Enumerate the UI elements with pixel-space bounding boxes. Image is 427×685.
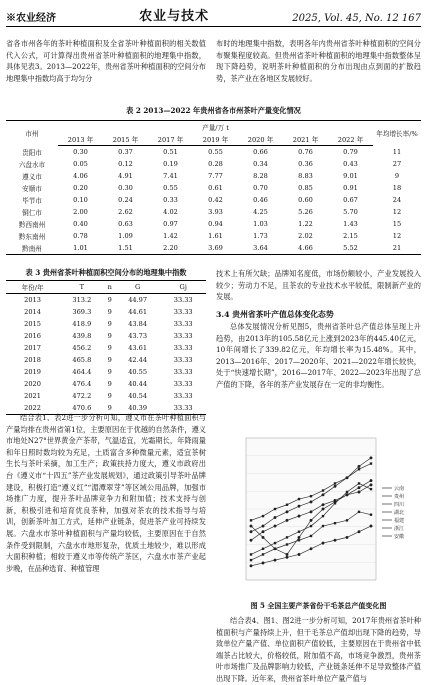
table-row (6, 330, 206, 342)
table-cell: 439.8 (72, 332, 92, 340)
table-cell: 4.91 (118, 172, 133, 180)
t3-header: T (59, 281, 105, 294)
data-point (262, 562, 265, 565)
table-cell: 0.30 (118, 184, 133, 192)
table-cell: 3.64 (238, 242, 283, 255)
table-cell: 0.66 (253, 148, 268, 156)
t2-year-header: 2020 年 (238, 133, 283, 146)
t3-header: n (105, 281, 115, 294)
table-cell: 5.52 (328, 242, 373, 255)
table-cell: 33.33 (173, 380, 193, 388)
data-point (334, 502, 336, 504)
table-cell: 5.70 (343, 208, 358, 216)
table-cell: 472.2 (72, 392, 92, 400)
table-cell: 1.01 (58, 242, 103, 255)
table-cell: 0.43 (343, 160, 358, 168)
table-cell: 0.05 (73, 160, 88, 168)
table-row (6, 218, 421, 230)
data-point (334, 499, 337, 502)
table-row (6, 342, 206, 354)
data-point (298, 515, 301, 518)
table-cell: 黔西南州 (18, 221, 46, 229)
table-cell: 2020 (24, 380, 41, 388)
table-cell: 贵阳市 (22, 148, 42, 157)
table-cell: 465.8 (72, 356, 92, 364)
data-point (358, 482, 360, 484)
table3 (6, 280, 206, 415)
data-point (262, 553, 264, 555)
data-point (370, 525, 373, 528)
table-cell: 40.55 (128, 368, 148, 376)
data-point (334, 482, 336, 484)
data-point (322, 525, 324, 527)
data-point (310, 525, 312, 527)
table-cell: 42.44 (128, 356, 148, 364)
table-cell: 0.91 (343, 184, 358, 192)
table-cell: 安顺市 (22, 185, 42, 193)
table-cell: 456.2 (72, 344, 92, 352)
table-cell: 9 (107, 368, 112, 376)
t2-year-header: 2013 年 (58, 133, 103, 146)
table-cell: 0.94 (208, 220, 223, 228)
data-point (286, 553, 289, 556)
table-cell: 33.33 (173, 332, 193, 340)
legend-label: 云南 (394, 485, 405, 492)
table-cell: 15 (392, 220, 402, 228)
body-text-top-left: 省各市州各年的茶叶种植面积及全省茶叶种植面积的相关数值代入公式，可计算得出贵州省茶叶种植面积的地理集中指数，具体见表3。2013—2022年，贵州省茶叶种植面积的空间分布地理集中指数均高于均匀分 (6, 39, 206, 83)
data-point (250, 539, 253, 542)
table-row (6, 206, 421, 218)
data-point (286, 556, 289, 559)
table-cell: 1.51 (103, 242, 148, 255)
data-point (262, 525, 265, 528)
table-cell: 7.77 (208, 172, 223, 180)
table-cell: 33.33 (173, 344, 193, 352)
table-row (6, 294, 206, 307)
running-header (6, 4, 421, 27)
table-row (6, 318, 206, 330)
table-cell: 9 (107, 356, 112, 364)
body-text-right-section: 总体发展情况分析见图5，贵州省茶叶总产值总体呈现上升趋势，由2013年的105.58亿元上涨到2023年的445.40亿元，10年间增长了339.82亿元，年均增长率为15.48%。其中，2013—2016年、2017—2020年、2021—2022年增长较快，处于“快速增长期”，2016—2017年、2022—2023年出现了总产值的下降，各年的茶产业发展存在一定的非均衡性。 (216, 322, 421, 389)
issue-info: 2025, Vol. 45, No. 12 167 (292, 13, 421, 24)
table2-title: 表 2 2013—2022 年贵州省各市州茶叶产量变化情况 (126, 106, 301, 115)
table-cell: 9 (394, 172, 400, 180)
table-cell: 2.15 (343, 232, 358, 240)
table-cell: 0.79 (343, 148, 358, 156)
data-point (274, 516, 277, 519)
data-point (298, 498, 300, 500)
table2 (6, 120, 421, 255)
table-cell: 33.33 (173, 296, 193, 304)
table-cell: 9 (107, 380, 112, 388)
table-cell: 33.33 (173, 392, 193, 400)
data-point (286, 504, 288, 506)
data-point (298, 539, 300, 541)
data-point (346, 536, 349, 539)
body-text-bottom-left: 结合表1、表2进一步分析可知，遵义市在茶叶种植面积与产量均排在贵州省第1位，主要原因在于优越的自然条件，遵义市地处N27°世界黄金产茶带，气温适宜，光霜期长，年降雨量和年日照时数均较为充足，土质富含多种微量元素，适宜茶树生长与茶叶采摘，加工生产；政策扶持力度大，遵义市政府出台《遵义市“十四五”茶产业发展规划》，通过政策引导茶叶品牌建设，积极打造“遵义红”“湄潭翠芽”等区域公用品牌，加强市场推广力度，提升茶叶品牌竞争力和附加值；技术支持与创新，积极引进和培育优良茶种，加强对茶农的技术指导与培训，创新茶叶加工方式，延伸产业链条，促进茶产业可持续发展。六盘水市茶叶种植面积与产量均较低，主要原因在于自然条件受到限制，六盘水市地形复杂，优质土地较少，难以形成大面积种植；相较于遵义市等传统产茶区，六盘水市茶产业起步晚，在品种选育、种植管理 (6, 413, 206, 573)
legend-label: 四川 (394, 501, 405, 508)
data-point (310, 519, 313, 522)
data-point (310, 535, 312, 537)
data-point (262, 530, 265, 533)
table-cell: 9 (107, 344, 112, 352)
table-cell: 2022 (6, 402, 59, 415)
table-cell: 1.43 (343, 220, 358, 228)
table-cell: 铜仁市 (22, 209, 42, 217)
data-point (370, 457, 373, 460)
table-cell: 0.60 (298, 196, 313, 204)
table-cell: 476.4 (72, 380, 92, 388)
legend-label: 安徽 (394, 533, 405, 540)
data-point (370, 479, 373, 482)
table-cell: 六盘水市 (18, 161, 46, 169)
data-point (250, 559, 252, 561)
table-cell: 7.41 (163, 172, 178, 180)
table-cell: 0.67 (343, 196, 358, 204)
table-row (6, 354, 206, 366)
body-text-top-right: 布时的地理集中指数，表明各年内贵州省茶叶种植面积的空间分布聚集程度较高。但贵州省茶叶种植面积的地理集中指数整体呈现下降趋势，说明茶叶种植面积的分布出现由点到面的扩散趋势，茶产业在各地区发展较好。 (216, 39, 421, 83)
table-cell: 2.62 (118, 208, 133, 216)
legend-label: 湖北 (394, 509, 405, 516)
t2-year-header: 2017 年 (148, 133, 193, 146)
data-point (250, 565, 253, 568)
table-cell: 2021 (24, 392, 41, 400)
table-row (6, 390, 206, 402)
table-cell: 2019 (24, 368, 41, 376)
table-cell: 遵义市 (22, 173, 42, 181)
legend-label: 福建 (394, 517, 405, 524)
table-cell: 0.42 (208, 196, 223, 204)
line-chart (216, 430, 421, 598)
table-cell: 2016 (24, 332, 41, 340)
table-row (6, 242, 421, 255)
data-point (286, 519, 289, 522)
data-point (298, 531, 300, 533)
table-cell: 0.46 (253, 196, 268, 204)
data-point (298, 536, 301, 539)
table-cell: 2013 (24, 296, 41, 304)
data-point (358, 468, 360, 470)
body-text-right-mid: 技术上有所欠缺；品牌知名度低，市场份额较小，产业发展投入较少；劳动力不足，且茶农的专业技术水平较低，限制新产业的发展。 (216, 269, 421, 302)
table-cell: 2014 (24, 308, 41, 316)
data-point (250, 525, 253, 528)
t2-col-city: 市州 (6, 121, 58, 146)
data-point (334, 539, 337, 542)
t2-year-header: 2019 年 (193, 133, 238, 146)
table-cell: 40.39 (115, 402, 161, 415)
table-cell: 11 (392, 147, 402, 156)
table-row (6, 230, 421, 242)
table-cell: 313.2 (72, 296, 92, 304)
table-cell: 1.61 (208, 232, 223, 240)
table-cell: 2.20 (148, 242, 193, 255)
data-point (370, 484, 373, 487)
data-point (322, 489, 324, 491)
t3-header: Gj (160, 281, 206, 294)
data-point (262, 515, 264, 517)
data-point (250, 519, 252, 521)
table-cell: 0.40 (73, 220, 88, 228)
table-cell: 0.37 (118, 148, 133, 156)
t3-header: G (115, 281, 161, 294)
legend-label: 贵州 (394, 493, 405, 500)
table-cell: 0.10 (73, 196, 88, 204)
table3-title: 表 3 贵州省茶叶种植面积空间分布的地理集中指数 (25, 268, 187, 277)
table-row (6, 182, 421, 194)
table-cell: 0.34 (253, 160, 268, 168)
table-cell: 9.01 (343, 172, 358, 180)
table-cell: 0.63 (118, 220, 133, 228)
data-point (322, 508, 325, 511)
table-cell: 9 (107, 296, 112, 304)
data-point (370, 513, 372, 515)
t2-year-header: 2015 年 (103, 133, 148, 146)
header-section: ※农业经济 (6, 13, 56, 24)
data-point (358, 511, 360, 513)
table-cell: 4.06 (73, 172, 88, 180)
data-point (358, 530, 361, 533)
data-point (322, 542, 325, 545)
table-cell: 3.93 (208, 208, 223, 216)
table-cell: 0.78 (73, 232, 88, 240)
table-cell: 5.26 (298, 208, 313, 216)
table-cell: 2015 (24, 320, 41, 328)
table-cell: 0.36 (298, 160, 313, 168)
table-cell: 0.19 (163, 160, 178, 168)
table-row (6, 170, 421, 182)
data-point (346, 494, 349, 497)
table-cell: 40.54 (128, 392, 148, 400)
table-row (6, 146, 421, 159)
table-cell: 8.28 (253, 172, 268, 180)
table-cell: 1.03 (253, 220, 268, 228)
data-point (286, 536, 288, 538)
data-point (346, 519, 348, 521)
table-cell: 24 (392, 196, 402, 204)
body-text-bottom-right: 结合表4、图1、图2进一步分析可知，2017年贵州省茶叶种植面积与产量持续上升，但干毛茶总产值却出现下降的趋势，导致单位产量产值、单位面积产值较低，主要原因在于贵州省中低端茶占比较大，价格较低，附加值不高，市场竞争激烈，贵州茶叶市场推广及品牌影响力较低，产业链条延伸不足导致整体产值出现下降。近年来，贵州省茶叶单位产量产值与 (216, 616, 421, 683)
data-point (358, 486, 361, 489)
data-point (346, 477, 348, 479)
data-point (334, 485, 337, 488)
table-cell: 4.25 (253, 208, 268, 216)
data-point (310, 501, 313, 504)
table-cell: 2.02 (298, 232, 313, 240)
table-cell: 418.9 (72, 320, 92, 328)
table-cell: 4.02 (163, 208, 178, 216)
table-cell: 43.84 (128, 320, 148, 328)
t3-header: 年份/年 (6, 281, 59, 294)
table-cell: 0.28 (208, 160, 223, 168)
table-cell: 27 (392, 160, 402, 168)
table-cell: 0.30 (73, 148, 88, 156)
table-cell: 1.22 (298, 220, 313, 228)
figure-5 (216, 430, 421, 598)
data-point (310, 495, 312, 497)
data-point (262, 548, 264, 550)
data-point (370, 488, 372, 490)
table-cell: 40.44 (128, 380, 148, 388)
data-point (310, 511, 313, 514)
table-cell: 2017 (24, 344, 41, 352)
table-row (6, 366, 206, 378)
table-row (6, 194, 421, 206)
data-point (286, 543, 288, 545)
table-cell: 0.76 (298, 148, 313, 156)
table-cell: 1.42 (163, 232, 178, 240)
journal-title: 农业与技术 (139, 9, 210, 24)
table-cell: 黔东南州 (18, 233, 46, 241)
table-cell: 12 (392, 208, 402, 216)
data-point (298, 505, 301, 508)
table-cell: 33.33 (173, 308, 193, 316)
table-cell: 470.6 (59, 402, 105, 415)
data-point (274, 508, 276, 510)
data-point (322, 515, 324, 517)
data-point (250, 530, 253, 533)
table-cell: 0.85 (298, 184, 313, 192)
data-point (286, 511, 289, 514)
table-cell: 369.3 (72, 308, 92, 316)
table-cell: 0.55 (163, 184, 178, 192)
data-point (274, 525, 277, 528)
table-row (6, 158, 421, 170)
legend-label: 浙江 (394, 525, 405, 532)
table-cell: 44.61 (128, 308, 148, 316)
table-cell: 9 (107, 332, 112, 340)
table-cell: 43.73 (128, 332, 148, 340)
table-row (6, 378, 206, 390)
table-cell: 毕节市 (22, 197, 42, 205)
table-cell: 33.33 (160, 402, 206, 415)
table-cell: 8.83 (298, 172, 313, 180)
data-point (262, 536, 265, 539)
figure-caption: 图 5 全国主要产茶省份干毛茶总产值变化图 (250, 601, 387, 610)
table-cell: 44.97 (128, 296, 148, 304)
table-cell: 9 (107, 320, 112, 328)
data-point (334, 522, 336, 524)
table-cell: 0.33 (163, 196, 178, 204)
data-point (346, 491, 348, 493)
data-point (322, 503, 325, 506)
t2-year-header: 2021 年 (283, 133, 328, 146)
data-point (310, 547, 313, 550)
table-cell: 2.00 (73, 208, 88, 216)
data-point (358, 491, 361, 494)
table-row (6, 306, 206, 318)
table-cell: 0.61 (208, 184, 223, 192)
table-cell: 33.33 (173, 320, 193, 328)
table-cell: 464.4 (72, 368, 92, 376)
table-cell: 0.51 (163, 148, 178, 156)
table-cell: 0.97 (163, 220, 178, 228)
table-cell: 0.70 (253, 184, 268, 192)
table-cell: 33.33 (173, 356, 193, 364)
data-point (298, 553, 301, 556)
data-point (274, 542, 276, 544)
table-cell: 2018 (24, 356, 41, 364)
table-cell: 0.24 (118, 196, 133, 204)
data-point (274, 548, 276, 550)
table-cell: 3.69 (193, 242, 238, 255)
data-point (322, 494, 325, 497)
table-cell: 1.09 (118, 232, 133, 240)
table-cell: 43.61 (128, 344, 148, 352)
table-cell: 0.12 (118, 160, 133, 168)
table-cell: 21 (373, 242, 421, 255)
table-cell: 9 (105, 402, 115, 415)
t2-col-rate: 年均增长率/% (373, 121, 421, 146)
table-cell: 4.66 (283, 242, 328, 255)
t2-year-header: 2022 年 (328, 133, 373, 146)
table-cell: 9 (107, 392, 112, 400)
table-cell: 1.73 (253, 232, 268, 240)
table-cell: 12 (392, 232, 402, 240)
data-point (358, 465, 361, 468)
table-cell: 黔南州 (6, 242, 58, 255)
data-point (274, 559, 277, 562)
table-cell: 18 (392, 184, 402, 192)
table-cell: 0.20 (73, 184, 88, 192)
table-cell: 0.55 (208, 148, 223, 156)
data-point (370, 462, 372, 464)
t2-col-group: 产量/万 t (58, 121, 373, 134)
table-cell: 33.33 (173, 368, 193, 376)
data-point (250, 553, 252, 555)
section-title: 3.4 贵州省茶叶产值总体变化态势 (216, 310, 334, 319)
table-cell: 9 (107, 308, 112, 316)
